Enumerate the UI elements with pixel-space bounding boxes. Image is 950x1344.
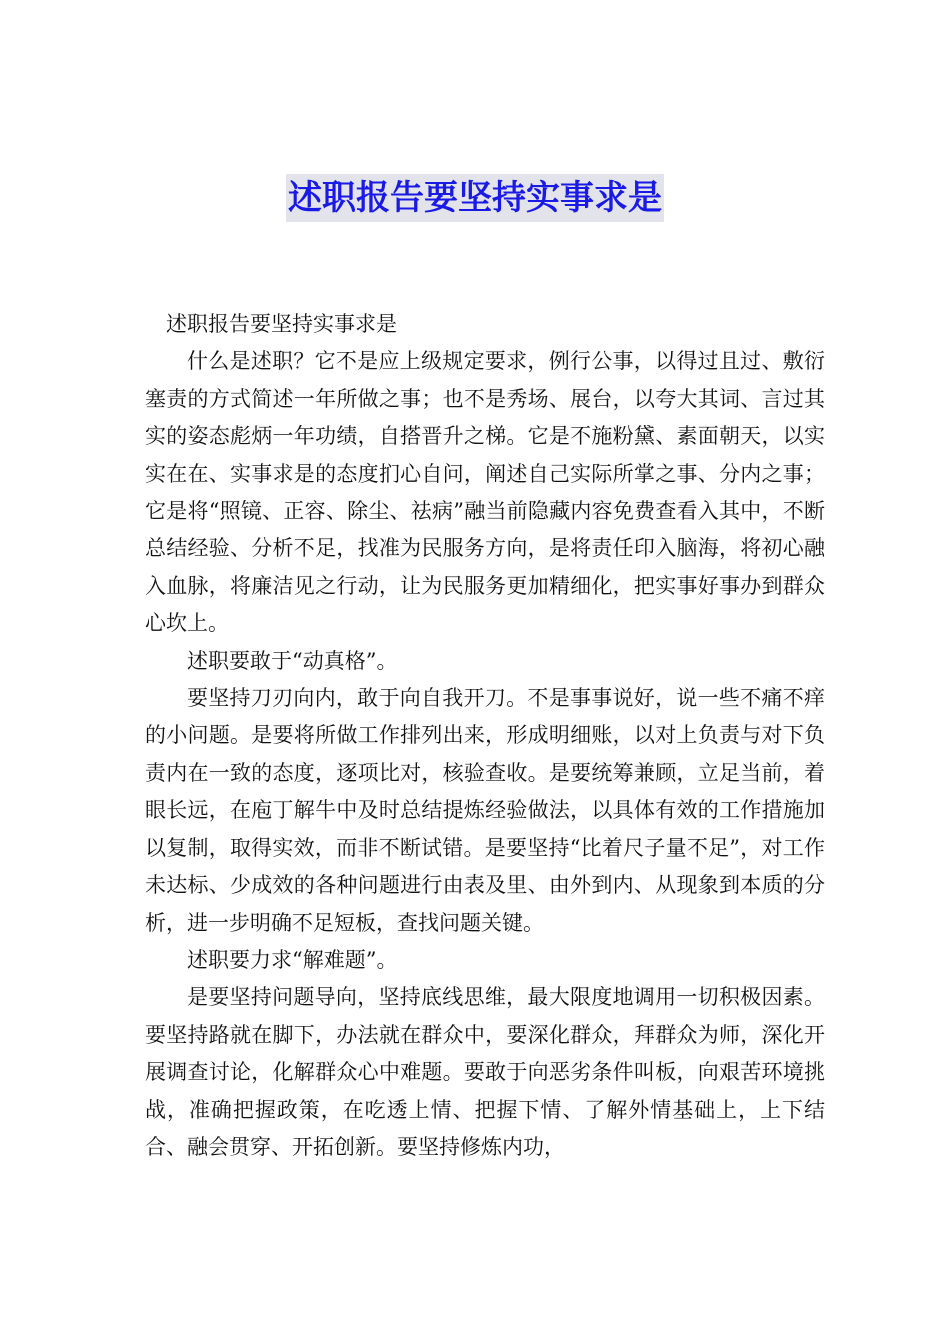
section-heading: 述职要敢于“动真格”。 <box>187 648 398 673</box>
title-container <box>0 174 950 222</box>
section-heading: 述职要力求“解难题”。 <box>187 947 398 972</box>
document-body <box>145 306 825 1166</box>
paragraph-subtitle: 述职报告要坚持实事求是 <box>166 312 397 336</box>
paragraph: 是要坚持问题导向，坚持底线思维，最大限度地调用一切积极因素。要坚持路就在脚下，办法就在群众中，要深化群众，拜群众为师，深化开展调查讨论，化解群众心中难题。要敢于向恶劣条件叫板，向艰苦环境挑战，准确把握政策，在吃透上情、把握下情、了解外情基础上，上下结合、融会贯穿、开拓创新。要坚持修炼内功， <box>145 985 825 1159</box>
paragraph: 什么是述职？它不是应上级规定要求，例行公事，以得过且过、敷衍塞责的方式简述一年所做之事；也不是秀场、展台，以夸大其词、言过其实的姿态彪炳一年功绩，自搭晋升之梯。它是不施粉黛、素面朝天，以实实在在、实事求是的态度扪心自问，阐述自己实际所掌之事、分内之事；它是将“照镜、正容、除尘、祛病”融当前隐藏内容免费查看入其中，不断总结经验、分析不足，找准为民服务方向，是将责任印入脑海，将初心融入血脉，将廉洁见之行动，让为民服务更加精细化，把实事好事办到群众心坎上。 <box>145 349 825 636</box>
document-title: 述职报告要坚持实事求是 <box>286 174 664 222</box>
paragraph: 要坚持刀刃向内，敢于向自我开刀。不是事事说好，说一些不痛不痒的小问题。是要将所做工作排列出来，形成明细账，以对上负责与对下负责内在一致的态度，逐项比对，核验查收。是要统筹兼顾，立足当前，着眼长远，在庖丁解牛中及时总结提炼经验做法，以具体有效的工作措施加以复制，取得实效，而非不断试错。是要坚持“比着尺子量不足”，对工作未达标、少成效的各种问题进行由表及里、由外到内、从现象到本质的分析，进一步明确不足短板，查找问题关键。 <box>145 686 825 935</box>
